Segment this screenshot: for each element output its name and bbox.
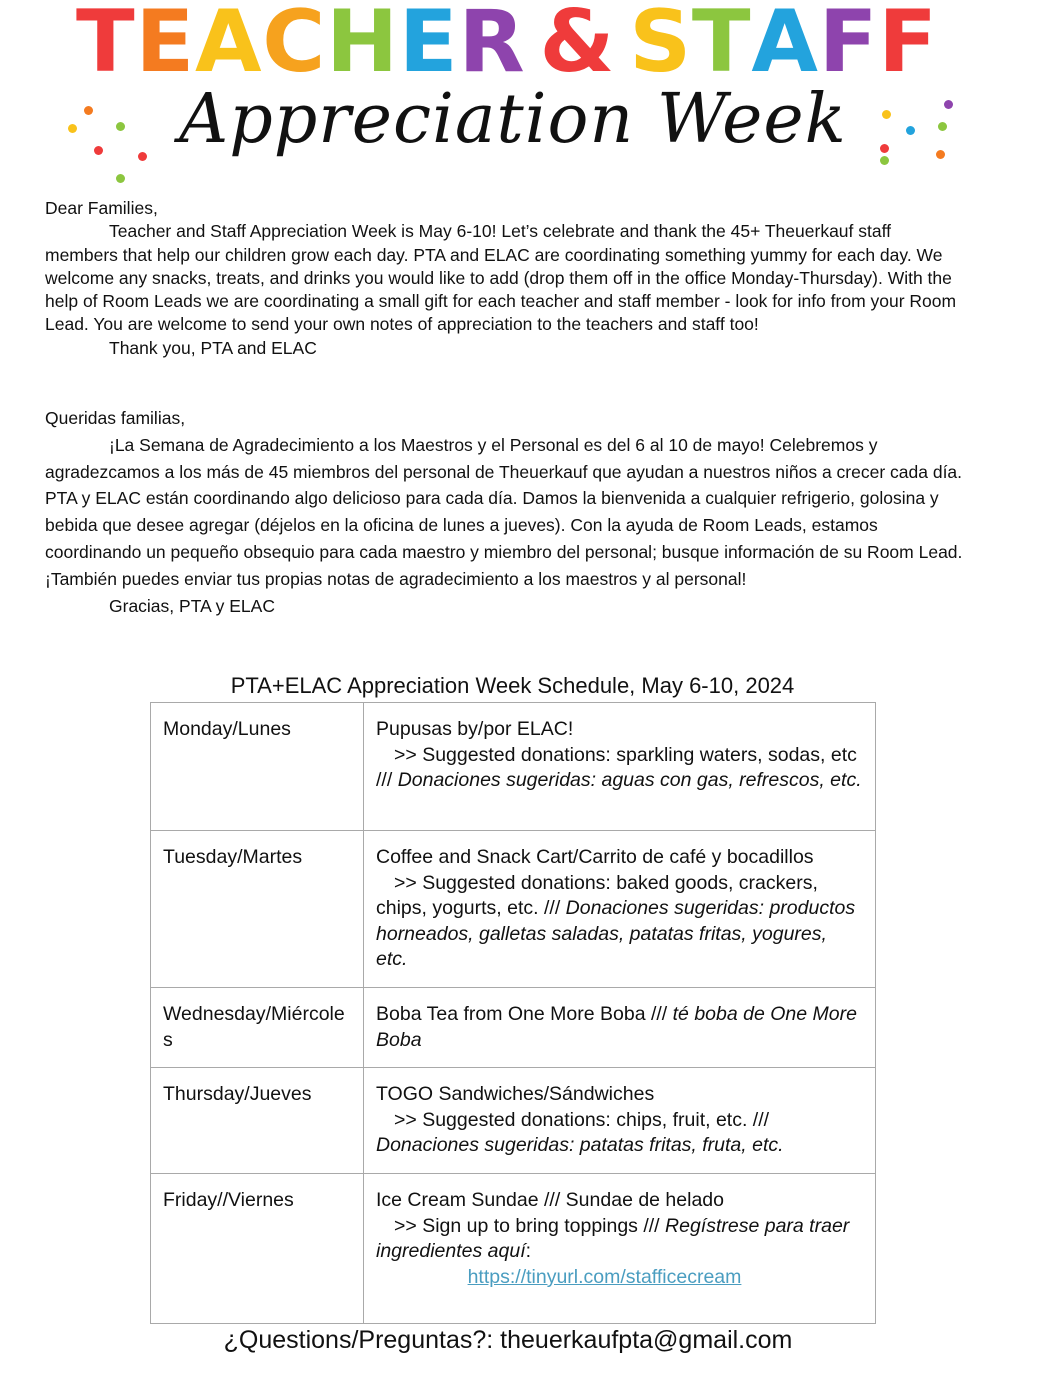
schedule-title: PTA+ELAC Appreciation Week Schedule, May 6-10, 2024 — [230, 673, 795, 698]
day-cell: Friday//Viernes — [151, 1173, 364, 1323]
banner-title-letter: F — [878, 0, 936, 92]
banner-subtitle: Appreciation Week — [179, 80, 847, 159]
banner-title-letter: T — [76, 0, 134, 92]
banner-title-letter: T — [691, 0, 750, 92]
greeting: Dear Families, — [45, 198, 158, 218]
day-cell: Thursday/Jueves — [151, 1068, 364, 1174]
suggestion-en: >> Sign up to bring toppings /// — [394, 1214, 660, 1237]
table-row — [151, 1068, 876, 1174]
table-row — [151, 831, 876, 988]
banner-title-letter: A — [751, 0, 817, 92]
event-title: Pupusas by/por ELAC! — [376, 718, 574, 740]
table-row — [151, 703, 876, 831]
event-cell — [364, 1068, 876, 1174]
event-title: Ice Cream Sundae /// Sundae de helado — [376, 1188, 724, 1211]
banner-title-letter: A — [194, 0, 261, 92]
signoff: Thank you, PTA and ELAC — [109, 337, 317, 358]
suggestion-en: >> Suggested donations: baked goods, crackers, chips, yogurts, etc. /// — [376, 871, 818, 920]
confetti-dot — [94, 146, 103, 155]
suggestion-es: Donaciones sugeridas: patatas fritas, fruta, etc. — [376, 1134, 784, 1157]
banner-title-letter: S — [629, 0, 691, 92]
letter-body: ¡La Semana de Agradecimiento a los Maestros y el Personal es del 6 al 10 de mayo! Celebremos y agradezcamos a los más de 45 miembros del personal de Theuerkauf que ayudan a nuestros niños a crecer cada día. PTA y ELAC están coordinando algo delicioso para cada día. Damos la bienvenida a cualquier refrigerio, golosina y bebida que desee agregar (déjelos en la oficina de lunes a jueves). Con la ayuda de Room Leads, estamos coordinando un pequeño obsequio para cada maestro y miembro del personal; busque información de su Room Lead. ¡También puedes enviar tus propias notas de agradecimiento a los maestros y al personal! — [45, 434, 963, 589]
suggestion-es: Regístrese para traer ingredientes aquí — [376, 1214, 850, 1263]
banner-title-letter: & — [539, 0, 614, 92]
confetti-dot — [116, 174, 125, 183]
banner-title-letter: F — [818, 0, 877, 92]
event-title-en: Boba Tea from One More Boba /// — [376, 1002, 668, 1025]
signup-link[interactable]: https://tinyurl.com/stafficecream — [467, 1265, 742, 1288]
day-cell: Tuesday/Martes — [151, 831, 364, 988]
header-banner — [0, 0, 1056, 190]
suggestion-en: >> Suggested donations: sparkling waters, sodas, etc /// — [376, 743, 857, 792]
suggestion-colon: : — [525, 1240, 532, 1263]
event-title: Coffee and Snack Cart/Carrito de café y bocadillos — [376, 846, 814, 868]
table-row — [151, 987, 876, 1067]
day-cell: Wednesday/Miércoles — [151, 987, 364, 1067]
banner-title-letter: C — [262, 0, 325, 92]
contact-footer: ¿Questions/Preguntas?: theuerkaufpta@gmail.com — [223, 1326, 793, 1354]
suggestion-es: Donaciones sugeridas: productos horneados, galletas saladas, patatas fritas, yogures, etc. — [376, 897, 856, 971]
confetti-dot — [936, 150, 945, 159]
event-cell — [364, 1173, 876, 1323]
confetti-dot — [906, 126, 915, 135]
banner-title-letter: E — [398, 0, 457, 92]
suggestion — [376, 1214, 863, 1265]
confetti-dot — [68, 124, 77, 133]
confetti-dot — [882, 110, 891, 119]
confetti-dot — [944, 100, 953, 109]
schedule-table — [150, 702, 876, 1324]
confetti-dot — [938, 122, 947, 131]
table-row — [151, 1173, 876, 1323]
event-cell — [364, 831, 876, 988]
banner-title-letter: R — [458, 0, 524, 92]
event-cell — [364, 987, 876, 1067]
suggestion — [376, 743, 863, 794]
event-title-es: té boba de One More Boba — [376, 1002, 857, 1051]
confetti-dot — [880, 144, 889, 153]
day-cell: Monday/Lunes — [151, 703, 364, 831]
letter-body: Teacher and Staff Appreciation Week is May 6-10! Let’s celebrate and thank the 45+ Theuerkauf staff members that help our children grow each day. PTA and ELAC are coordinating something yummy for each day. We welcome any snacks, treats, and drinks you would like to add (drop them off in the office Monday-Thursday). With the help of Room Leads we are coordinating a small gift for each teacher and staff member - look for info from your Room Lead. You are welcome to send your own notes of appreciation to the teachers and staff too! — [45, 221, 957, 335]
event-title: TOGO Sandwiches/Sándwiches — [376, 1083, 655, 1106]
confetti-dot — [138, 152, 147, 161]
greeting: Queridas familias, — [45, 408, 186, 428]
banner-title-letter: E — [135, 0, 194, 92]
suggestion-es: Donaciones sugeridas: aguas con gas, refrescos, etc. — [397, 769, 862, 792]
suggestion — [376, 871, 863, 973]
suggestion — [376, 1108, 863, 1159]
confetti-dot — [84, 106, 93, 115]
confetti-dot — [116, 122, 125, 131]
event-cell — [364, 703, 876, 831]
letter-english — [45, 197, 965, 360]
signoff: Gracias, PTA y ELAC — [109, 595, 275, 616]
letter-spanish — [45, 405, 965, 619]
banner-title-letter: H — [326, 0, 398, 92]
suggestion-en: >> Suggested donations: chips, fruit, etc. /// — [394, 1108, 770, 1131]
confetti-dot — [880, 156, 889, 165]
